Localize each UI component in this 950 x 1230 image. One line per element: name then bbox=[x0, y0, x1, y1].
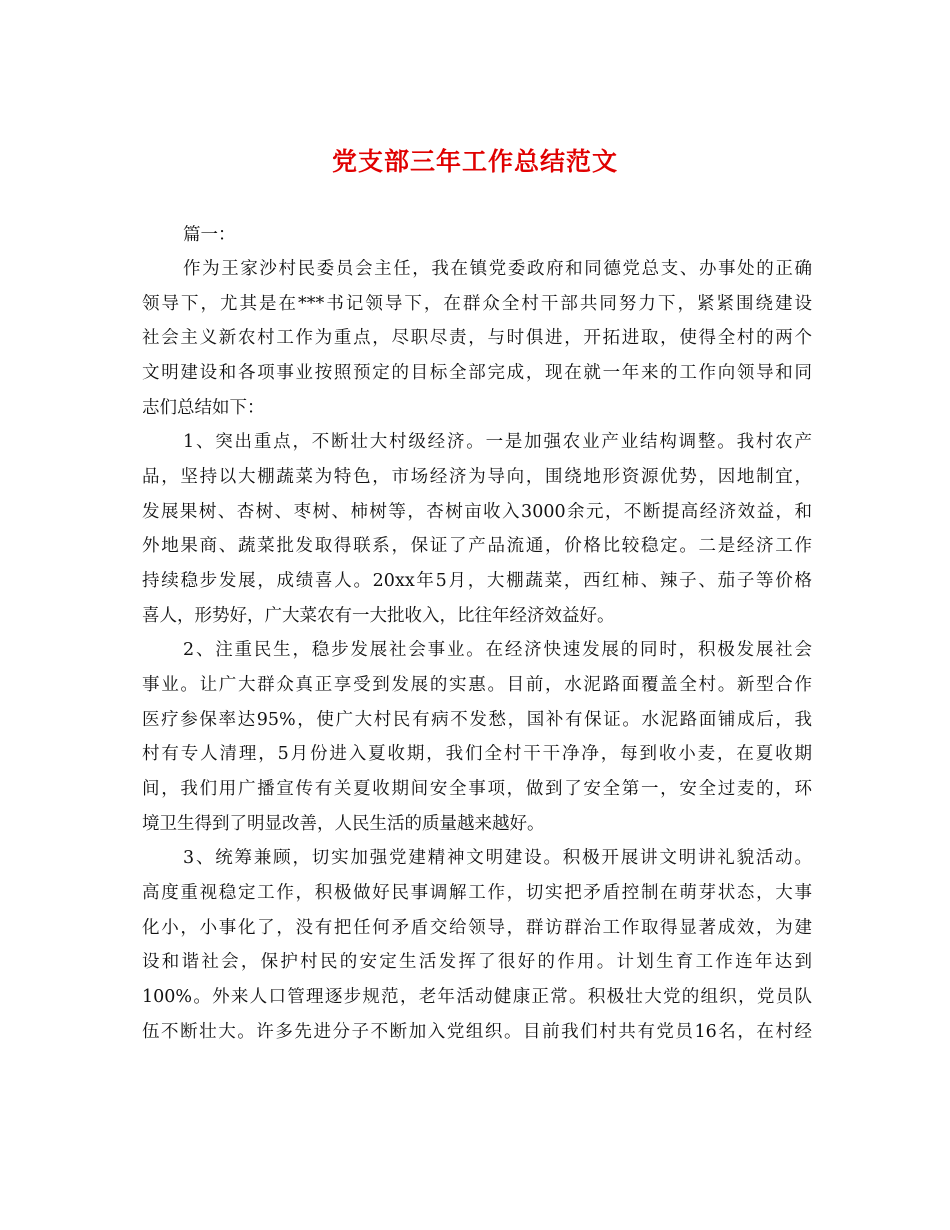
paragraph-line: 社会主义新农村工作为重点，尽职尽责，与时俱进，开拓进取，使得全村的两个 bbox=[142, 328, 812, 348]
paragraph-line: 村有专人清理，5月份进入夏收期，我们全村干干净净，每到收小麦，在夏收期 bbox=[142, 744, 812, 764]
paragraph-line: 外地果商、蔬菜批发取得联系，保证了产品流通，价格比较稳定。二是经济工作 bbox=[142, 536, 812, 556]
paragraph-line: 伍不断壮大。许多先进分子不断加入党组织。目前我们村共有党员16名，在村经 bbox=[142, 1022, 812, 1042]
paragraph-line: 100%。外来人口管理逐步规范，老年活动健康正常。积极壮大党的组织，党员队 bbox=[142, 987, 812, 1007]
paragraph-line: 品，坚持以大棚蔬菜为特色，市场经济为导向，围绕地形资源优势，因地制宜， bbox=[142, 467, 812, 487]
paragraph-line: 高度重视稳定工作，积极做好民事调解工作，切实把矛盾控制在萌芽状态，大事 bbox=[142, 883, 812, 903]
paragraph-line: 2、注重民生，稳步发展社会事业。在经济快速发展的同时，积极发展社会 bbox=[183, 640, 812, 660]
paragraph-line: 1、突出重点，不断壮大村级经济。一是加强农业产业结构调整。我村农产 bbox=[183, 432, 812, 452]
document-title: 党支部三年工作总结范文 bbox=[331, 147, 618, 176]
paragraph-line: 持续稳步发展，成绩喜人。20xx年5月，大棚蔬菜，西红柿、辣子、茄子等价格 bbox=[142, 571, 812, 591]
paragraph-line: 作为王家沙村民委员会主任，我在镇党委政府和同德党总支、办事处的正确 bbox=[183, 259, 812, 279]
paragraph-line: 间，我们用广播宣传有关夏收期间安全事项，做到了安全第一，安全过麦的，环 bbox=[142, 779, 812, 799]
paragraph-line: 文明建设和各项事业按照预定的目标全部完成，现在就一年来的工作向领导和同 bbox=[142, 363, 812, 383]
paragraph-line: 3、统筹兼顾，切实加强党建精神文明建设。积极开展讲文明讲礼貌活动。 bbox=[183, 848, 812, 868]
paragraph-line: 境卫生得到了明显改善，人民生活的质量越来越好。 bbox=[142, 814, 545, 834]
paragraph-line: 医疗参保率达95%，使广大村民有病不发愁，国补有保证。水泥路面铺成后，我 bbox=[142, 710, 812, 730]
paragraph-line: 事业。让广大群众真正享受到发展的实惠。目前，水泥路面覆盖全村。新型合作 bbox=[142, 675, 812, 695]
paragraph-line: 志们总结如下： bbox=[142, 398, 265, 418]
paragraph-line: 喜人，形势好，广大菜农有一大批收入，比往年经济效益好。 bbox=[142, 606, 615, 626]
paragraph-line: 发展果树、杏树、枣树、柿树等，杏树亩收入3000余元，不断提高经济效益，和 bbox=[142, 502, 812, 522]
paragraph-line: 设和谐社会，保护村民的安定生活发挥了很好的作用。计划生育工作连年达到 bbox=[142, 952, 812, 972]
paragraph-line: 化小，小事化了，没有把任何矛盾交给领导，群访群治工作取得显著成效，为建 bbox=[142, 918, 812, 938]
section-heading: 篇一： bbox=[183, 225, 236, 245]
paragraph-line: 领导下，尤其是在***书记领导下，在群众全村干部共同努力下，紧紧围绕建设 bbox=[142, 294, 812, 314]
